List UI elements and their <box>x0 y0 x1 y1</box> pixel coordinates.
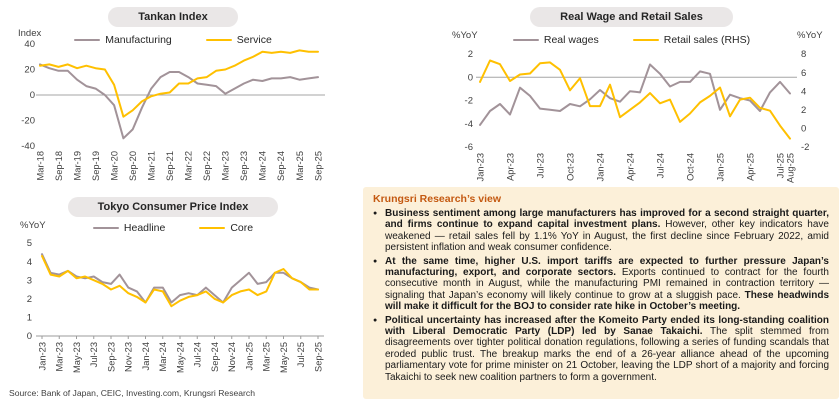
right-axis-tick-label: 6 <box>801 67 807 79</box>
view-bullets <box>373 208 829 383</box>
right-axis-tick-label: 0 <box>801 123 807 135</box>
bullet-text-bold: Political uncertainty has increased after the Komeito Party ended its long-standing coalition with Liberal Democratic Party (LDP) led by Sanae Takaichi. <box>385 314 829 338</box>
x-axis-tick-label: Nov-23 <box>123 342 134 372</box>
x-axis-tick-label: Oct-24 <box>685 153 696 181</box>
chart-title: Real Wage and Retail Sales <box>530 7 733 27</box>
x-axis-tick-label: Mar-23 <box>220 151 231 181</box>
y-axis-tick-label: -20 <box>21 115 35 127</box>
x-axis-tick-label: May-25 <box>278 342 289 374</box>
y-axis-tick-label: -6 <box>464 142 473 154</box>
legend-line-swatch <box>199 227 225 230</box>
x-axis-tick-label: Sep-23 <box>239 151 250 181</box>
tankan-index-chart <box>8 4 338 190</box>
bullet-text-bold: Business sentiment among large manufacturers has improved for a second straight quarter, and firms continue to expand capital investment plans. <box>385 208 829 231</box>
legend-label: Core <box>230 222 254 234</box>
legend-label: Retail sales (RHS) <box>663 34 751 46</box>
chart-title-row <box>8 7 338 27</box>
y-axis-tick-label: 2 <box>26 294 32 305</box>
y-axis-tick-label: -2 <box>464 95 473 107</box>
bullet-text-bold: At the same time, higher U.S. import tariffs are expected to further pressure Japan’s manufacturing, export, and corporate sectors. <box>385 255 829 279</box>
y-axis-unit-label: %YoY <box>20 220 46 231</box>
panel-title: Krungsri Research’s view <box>373 193 501 205</box>
x-axis-tick-label: Mar-20 <box>109 151 120 181</box>
x-axis-tick-label: Jul-24 <box>192 342 203 368</box>
x-axis-tick-label: Mar-25 <box>294 151 305 181</box>
series-line-retail-sales-rhs- <box>480 61 790 139</box>
y-axis-tick-label: 2 <box>467 49 473 61</box>
x-axis-tick-label: Sep-25 <box>313 342 324 372</box>
legend-label: Headline <box>123 222 166 234</box>
legend-item-core <box>199 222 253 234</box>
y-axis-unit-label: Index <box>18 28 42 39</box>
chart-title-row <box>425 7 838 27</box>
y-axis-tick-label: 4 <box>26 256 32 268</box>
x-axis-tick-label: Jan-25 <box>715 153 726 182</box>
chart-title: Tokyo Consumer Price Index <box>68 197 279 217</box>
chart-plot <box>425 38 838 194</box>
x-axis-tick-label: Sep-23 <box>106 342 117 372</box>
x-axis-tick-label: Mar-24 <box>257 151 268 181</box>
x-axis-tick-label: Mar-18 <box>35 151 46 181</box>
right-axis-unit-label: %YoY <box>797 30 823 41</box>
x-axis-tick-label: May-24 <box>175 342 186 374</box>
x-axis-tick-label: Sep-25 <box>313 151 324 181</box>
y-axis-tick-label: 20 <box>24 64 35 76</box>
x-axis-tick-label: Sep-19 <box>90 151 101 181</box>
series-line-manufacturing <box>40 64 318 138</box>
x-axis-tick-label: Jan-23 <box>37 342 48 371</box>
bullet-text: The split stemmed from disagreements over tighter political donation regulations, following a series of funding scandals that eroded public trust. The breakup marks the end of a 26-year alliance ahead of the upcoming parliamentary vote for prime minister on 21 October, leaving the LDP short of a majority and forcing Takaichi to seek new coalition partners to form a government. <box>385 326 829 383</box>
legend-label: Manufacturing <box>105 34 172 46</box>
x-axis-tick-label: Jul-23 <box>535 153 546 179</box>
x-axis-tick-label: Jan-25 <box>244 342 255 371</box>
x-axis-tick-label: Jan-24 <box>595 153 606 182</box>
y-axis-tick-label: 0 <box>467 72 473 84</box>
x-axis-tick-label: Apr-25 <box>745 153 756 181</box>
x-axis-tick-label: Nov-24 <box>227 342 238 372</box>
y-axis-tick-label: 3 <box>26 275 32 287</box>
y-axis-tick-label: 40 <box>24 39 35 51</box>
x-axis-tick-label: Jan-24 <box>140 342 151 371</box>
source-note: Source: Bank of Japan, CEIC, Investing.com, Krungsri Research <box>9 388 255 398</box>
x-axis-tick-label: Oct-23 <box>565 153 576 181</box>
y-axis-tick-label: 0 <box>29 90 35 102</box>
bullet-text-bold: These headwinds will make it difficult for the BOJ to consider rate hike in October’s meeting. <box>385 289 830 313</box>
x-axis-tick-label: Sep-18 <box>53 151 64 181</box>
legend-label: Real wages <box>543 34 599 46</box>
x-axis-tick-label: Mar-22 <box>183 151 194 181</box>
chart-legend <box>8 222 338 234</box>
x-axis-tick-label: Sep-24 <box>276 151 287 181</box>
legend-line-swatch <box>93 227 119 230</box>
series-line-core <box>42 256 318 306</box>
x-axis-tick-label: May-23 <box>71 342 82 374</box>
x-axis-tick-label: Mar-23 <box>54 342 65 372</box>
right-axis-tick-label: 4 <box>801 86 807 98</box>
x-axis-tick-label: Mar-24 <box>158 342 169 372</box>
x-axis-tick-label: Sep-20 <box>127 151 138 181</box>
right-axis-tick-label: 2 <box>801 105 807 116</box>
chart-plot <box>8 38 338 188</box>
right-axis-tick-label: -2 <box>801 142 810 154</box>
x-axis-tick-label: Sep-24 <box>209 342 220 372</box>
y-axis-tick-label: 5 <box>26 238 32 250</box>
x-axis-tick-label: Jul-24 <box>655 153 666 179</box>
bullet-item <box>373 315 829 383</box>
legend-item-headline <box>93 222 165 234</box>
bullet-text: Exports continued to contract for the fourth consecutive month in August, while the manufacturing PMI remained in contraction territory — signaling that Japan’s economy will likely continue to grow at a sluggish pace. <box>385 267 829 301</box>
right-axis-tick-label: 8 <box>801 49 807 61</box>
chart-title-row <box>8 197 338 217</box>
series-line-headline <box>42 254 318 302</box>
chart-plot <box>8 234 338 388</box>
chart-title: Tankan Index <box>108 7 237 27</box>
x-axis-tick-label: Sep-21 <box>165 151 176 181</box>
legend-label: Service <box>236 34 272 46</box>
x-axis-tick-label: Jul-25 <box>296 342 307 368</box>
x-axis-tick-label: Aug-25 <box>785 153 796 183</box>
y-axis-tick-label: -4 <box>464 118 473 130</box>
bullet-text: However, other key indicators have weakened — retail sales fell by 1.1% YoY in August, the first decline since February 2022, amid persistent inflation and weak consumer confidence. <box>385 219 829 254</box>
x-axis-tick-label: Mar-25 <box>261 342 272 372</box>
x-axis-tick-label: Apr-24 <box>625 153 636 181</box>
x-axis-tick-label: Sep-22 <box>202 151 213 181</box>
x-axis-tick-label: Mar-21 <box>146 151 157 181</box>
x-axis-tick-label: Apr-23 <box>505 153 516 181</box>
left-axis-unit-label: %YoY <box>452 30 478 41</box>
bullet-item <box>373 208 829 254</box>
y-axis-tick-label: 1 <box>26 312 32 324</box>
y-axis-tick-label: -40 <box>21 141 35 153</box>
x-axis-tick-label: Jul-25 <box>775 153 786 179</box>
x-axis-tick-label: Jul-23 <box>89 342 100 368</box>
x-axis-tick-label: Mar-19 <box>72 151 83 181</box>
real-wage-retail-sales-chart <box>425 4 838 196</box>
x-axis-tick-label: Jan-23 <box>475 153 486 182</box>
tokyo-cpi-chart <box>8 194 338 392</box>
krungsri-view-panel <box>363 187 839 399</box>
y-axis-tick-label: 0 <box>26 331 32 343</box>
bullet-item <box>373 256 829 313</box>
